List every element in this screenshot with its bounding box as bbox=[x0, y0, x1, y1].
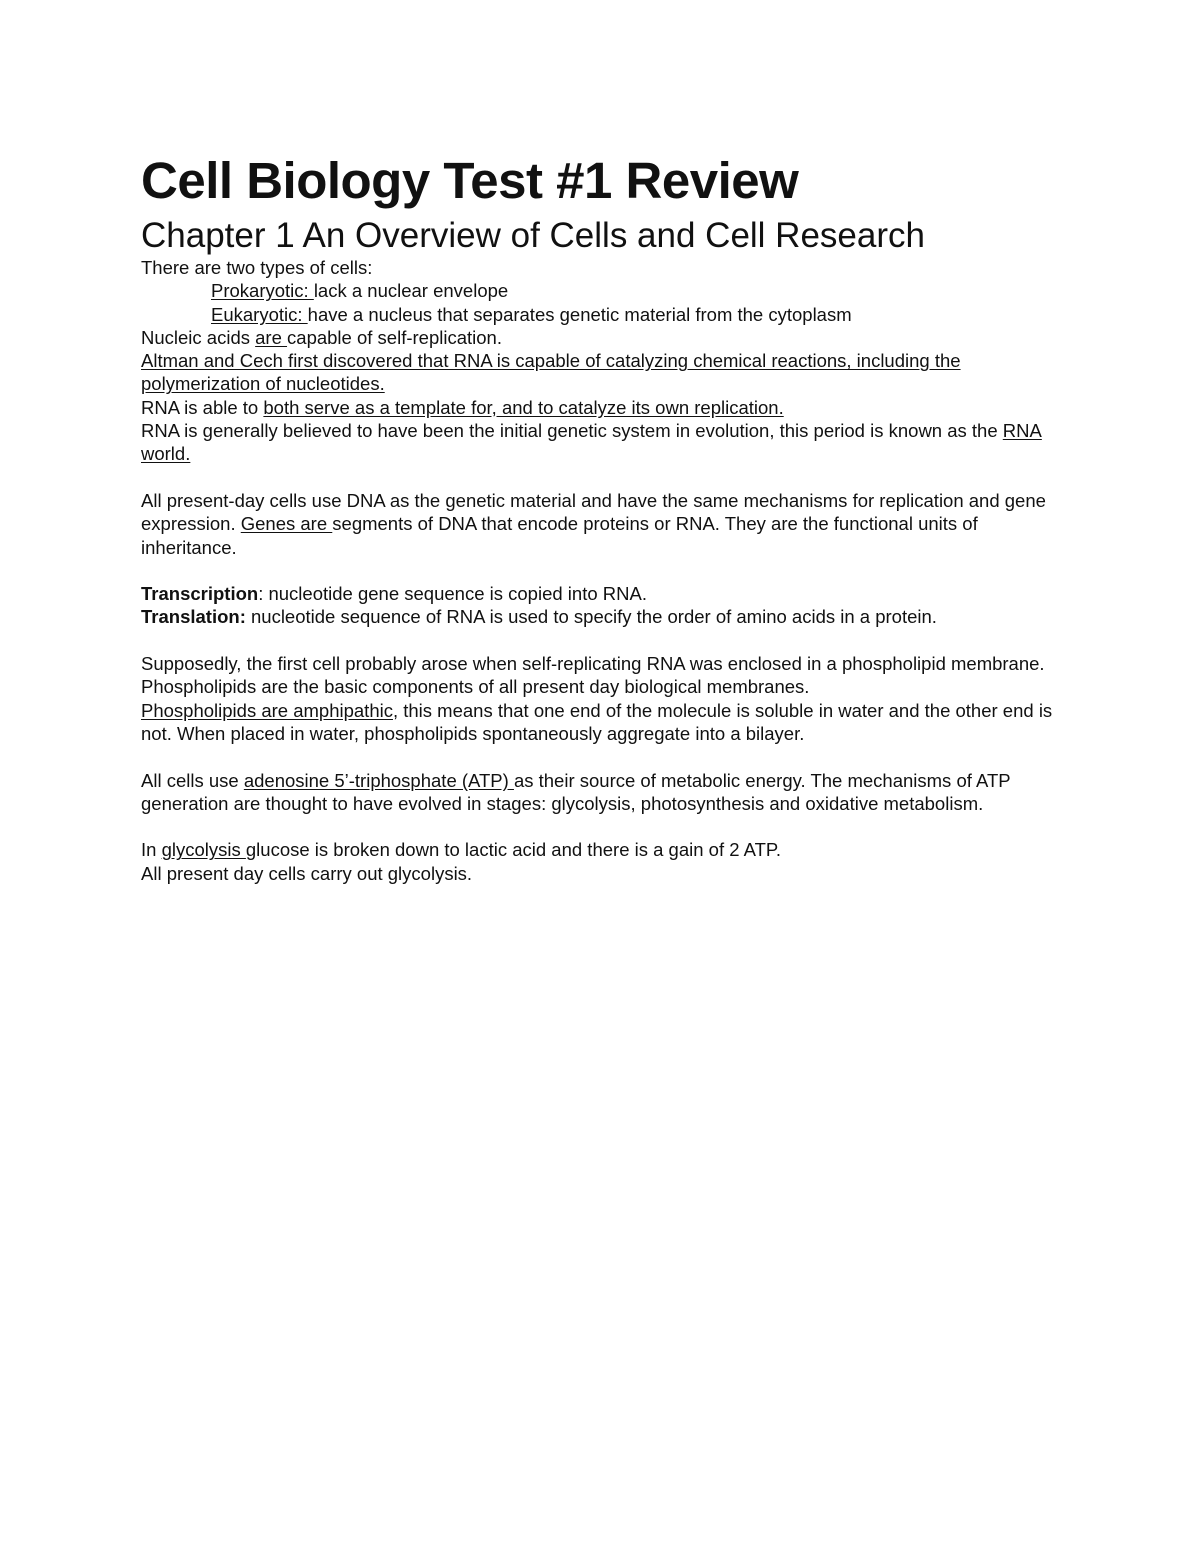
cell-types-intro: There are two types of cells: bbox=[141, 257, 373, 278]
document-page bbox=[141, 150, 1061, 885]
first-cell-paragraph: Supposedly, the first cell probably arose when self-replicating RNA was enclosed in a phospholipid membrane. Phospholipids are the basic components of all present day biological membranes. bbox=[141, 653, 1045, 698]
atp-underlined: adenosine 5’-triphosphate (ATP) bbox=[243, 769, 514, 791]
dna-paragraph bbox=[141, 489, 1061, 559]
nucleic-post: capable of self-replication. bbox=[287, 326, 502, 348]
dna-post: segments of DNA that encode proteins or RNA. They are the functional units of inheritance. bbox=[141, 513, 978, 558]
glycolysis-post: glucose is broken down to lactic acid and there is a gain of 2 ATP. bbox=[245, 839, 781, 861]
translation-paragraph bbox=[141, 605, 1061, 628]
eukaryotic-text: have a nucleus that separates genetic material from the cytoplasm bbox=[307, 303, 852, 325]
rna-template-pre: RNA is able to bbox=[141, 396, 264, 418]
rna-world-pre: RNA is generally believed to have been the initial genetic system in evolution, this period is known as the bbox=[141, 420, 1003, 442]
altman-underlined: Altman and Cech first discovered that RNA is capable of catalyzing chemical reactions, including the polymerization of nucleotides. bbox=[141, 350, 961, 395]
atp-paragraph bbox=[141, 769, 1061, 816]
glycolysis-pre: In bbox=[141, 839, 162, 861]
dna-pre: All present-day cells use DNA as the genetic material and have the same mechanisms for replication and gene expression. bbox=[141, 489, 1046, 535]
translation-term: Translation: bbox=[141, 606, 246, 628]
genes-underlined: Genes are bbox=[240, 513, 333, 535]
eukaryotic-line bbox=[141, 303, 1061, 326]
transcription-term: Transcription bbox=[141, 583, 259, 605]
transcription-text: : nucleotide gene sequence is copied into RNA. bbox=[258, 583, 647, 605]
glycolysis-line bbox=[141, 838, 1061, 861]
amphipathic-paragraph bbox=[141, 699, 1061, 746]
rna-world-underlined: RNA world. bbox=[141, 420, 1042, 465]
nucleic-acids-line bbox=[141, 326, 1061, 349]
glycolysis-all-line: All present day cells carry out glycolysis. bbox=[141, 862, 473, 884]
altman-cech-paragraph bbox=[141, 349, 1061, 396]
translation-text: nucleotide sequence of RNA is used to specify the order of amino acids in a protein. bbox=[245, 606, 937, 628]
rna-template-line bbox=[141, 396, 1061, 419]
nucleic-underlined: are bbox=[255, 326, 288, 348]
atp-pre: All cells use bbox=[141, 769, 244, 791]
rna-world-paragraph bbox=[141, 419, 1061, 466]
nucleic-pre: Nucleic acids bbox=[141, 326, 256, 348]
prokaryotic-line bbox=[141, 279, 1061, 302]
eukaryotic-term: Eukaryotic: bbox=[211, 303, 308, 325]
amphipathic-post: , this means that one end of the molecule is soluble in water and the other end is not. When placed in water, phospholipids spontaneously aggregate into a bilayer. bbox=[141, 699, 1053, 744]
chapter-heading: Chapter 1 An Overview of Cells and Cell Research bbox=[141, 216, 925, 255]
atp-post: as their source of metabolic energy. The mechanisms of ATP generation are thought to have evolved in stages: glycolysis, photosynthesis and oxidative metabolism. bbox=[141, 769, 1011, 814]
prokaryotic-term: Prokaryotic: bbox=[211, 280, 314, 302]
glycolysis-underlined: glycolysis bbox=[161, 839, 246, 861]
amphipathic-underlined: Phospholipids are amphipathic bbox=[141, 699, 393, 721]
document-title: Cell Biology Test #1 Review bbox=[141, 152, 799, 209]
rna-template-underlined: both serve as a template for, and to catalyze its own replication. bbox=[263, 396, 784, 418]
prokaryotic-text: lack a nuclear envelope bbox=[313, 280, 509, 302]
transcription-line bbox=[141, 582, 1061, 605]
